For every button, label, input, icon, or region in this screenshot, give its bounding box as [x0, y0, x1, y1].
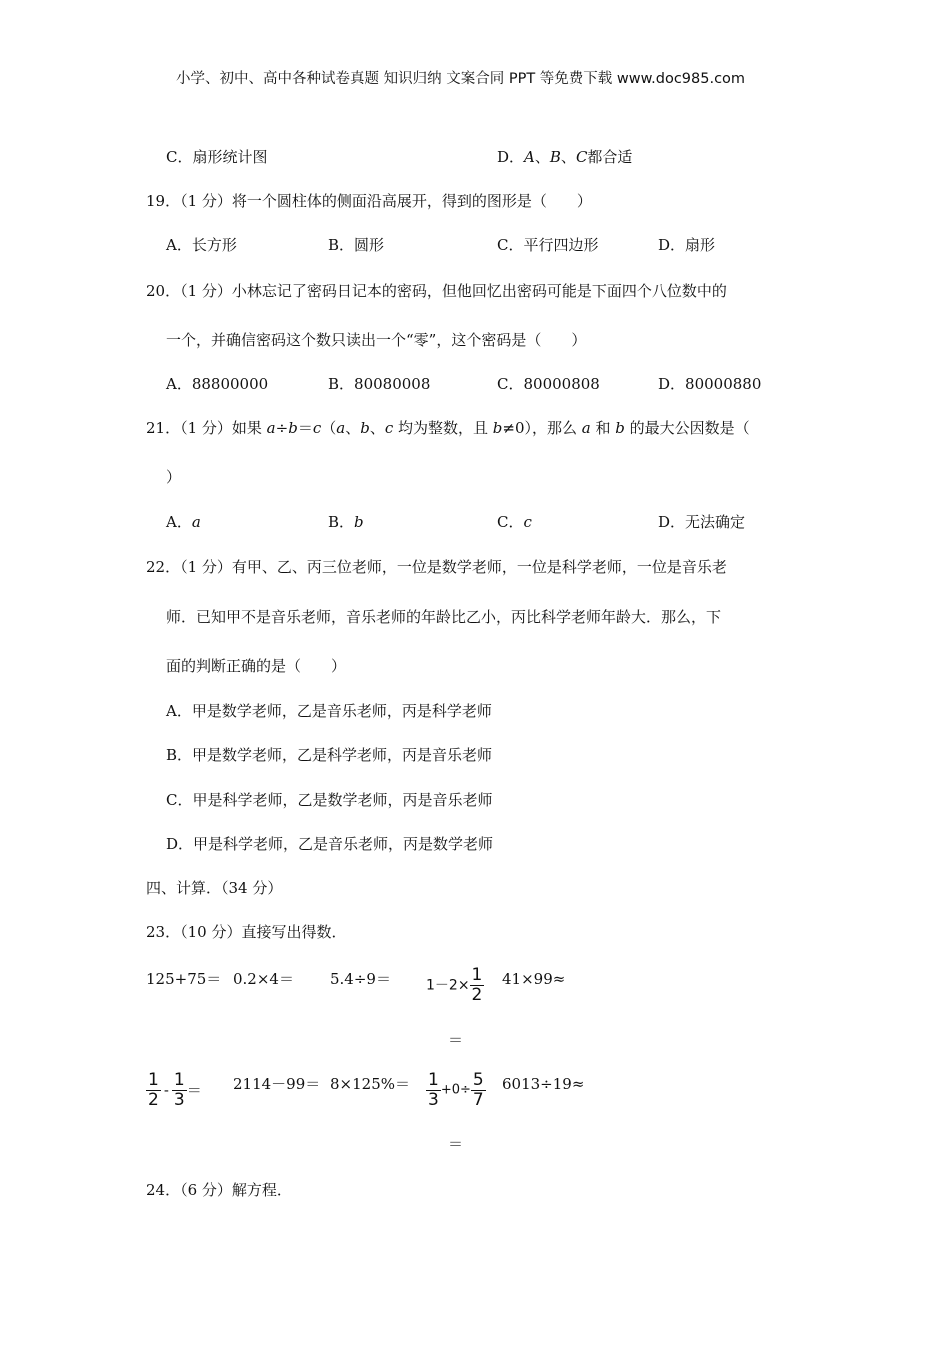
- q23-expr-5: 41×99≈: [502, 970, 566, 988]
- fraction: [471, 1071, 486, 1110]
- q23-expr-7: 2114－99＝: [233, 1075, 321, 1093]
- q22-option-c: C．甲是科学老师，乙是数学老师，丙是音乐老师: [166, 791, 493, 809]
- q21-text: 的最大公因数是（: [624, 419, 750, 437]
- q20-option-b: B．80080008: [328, 375, 431, 393]
- fraction: [470, 966, 485, 1005]
- fraction-denominator: 2: [148, 1090, 159, 1110]
- q21-var: c: [312, 419, 322, 437]
- q21-var: a: [266, 419, 276, 437]
- q23-row2-equals: ＝: [448, 1135, 464, 1153]
- fraction-numerator: 1: [173, 1070, 185, 1090]
- q23-expr-4: [426, 966, 484, 1005]
- q19-option-d: D．扇形: [658, 236, 716, 254]
- q21-option-a-prefix: A．: [166, 513, 192, 531]
- q22-option-a: A．甲是数学老师，乙是音乐老师，丙是科学老师: [166, 702, 492, 720]
- q21-option-d: D．无法确定: [658, 513, 746, 531]
- q20-question-line2: 一个，并确信密码这个数只读出一个“零”，这个密码是（ ）: [166, 331, 587, 349]
- fraction-numerator: 1: [471, 965, 483, 985]
- q21-text: 和: [590, 419, 616, 437]
- fraction: [146, 1071, 161, 1110]
- q22-question-line2: 师．已知甲不是音乐老师，音乐老师的年龄比乙小，丙比科学老师年龄大．那么，下: [166, 608, 722, 626]
- q21-op: ＝: [297, 419, 313, 437]
- q22-question-line1: 22．（1 分）有甲、乙、丙三位老师，一位是数学老师，一位是科学老师，一位是音乐老: [146, 558, 727, 576]
- q18-option-d-sep1: 、: [534, 148, 550, 166]
- q21-question-line1: [146, 418, 750, 438]
- q23-row1-equals: ＝: [448, 1031, 464, 1049]
- q21-text: 、: [345, 419, 361, 437]
- q20-option-c: C．80000808: [497, 375, 600, 393]
- q23-expr-8: 8×125%＝: [330, 1075, 410, 1093]
- section-heading: 四、计算．（34 分）: [146, 879, 283, 897]
- fraction: [172, 1071, 187, 1110]
- q21-option-b-var: b: [354, 513, 364, 531]
- q24-title: 24．（6 分）解方程．: [146, 1181, 292, 1199]
- q23-expr-4-prefix: 1－2×: [426, 977, 470, 994]
- fraction-denominator: 3: [428, 1090, 439, 1110]
- fraction-numerator: 1: [148, 1070, 159, 1090]
- q21-text: 均为整数，且: [393, 419, 493, 437]
- page-header: 小学、初中、高中各种试卷真题 知识归纳 文案合同 PPT 等免费下载 www.doc985.com: [176, 71, 746, 87]
- q22-option-b: B．甲是数学老师，乙是科学老师，丙是音乐老师: [166, 746, 493, 764]
- q18-option-d-a: A: [524, 148, 535, 166]
- equals-sign: ＝: [186, 1081, 202, 1100]
- q23-expr-2: 0.2×4＝: [233, 970, 294, 988]
- q23-expr-9: [426, 1071, 486, 1110]
- q23-expr-6: [146, 1071, 202, 1110]
- q18-option-d: [497, 147, 632, 167]
- q21-option-c-prefix: C．: [497, 513, 524, 531]
- q21-var: c: [384, 419, 394, 437]
- q18-option-d-prefix: D．: [497, 148, 525, 166]
- q21-text: 、: [369, 419, 385, 437]
- q21-text: ≠0），那么: [502, 419, 582, 437]
- q21-text: （: [321, 419, 337, 437]
- q20-question-line1: 20．（1 分）小林忘记了密码日记本的密码，但他回忆出密码可能是下面四个八位数中的: [146, 282, 727, 300]
- fraction-numerator: 5: [472, 1070, 484, 1090]
- q23-expr-3: 5.4÷9＝: [330, 970, 391, 988]
- fraction-denominator: 7: [472, 1090, 484, 1110]
- q21-option-a: [166, 512, 201, 532]
- fraction-numerator: 1: [428, 1070, 439, 1090]
- q21-op: ÷: [275, 419, 289, 437]
- q18-option-d-sep2: 、: [560, 148, 576, 166]
- q21-option-a-var: a: [191, 513, 201, 531]
- q22-option-d: D．甲是科学老师，乙是音乐老师，丙是数学老师: [166, 835, 494, 853]
- q21-option-b-prefix: B．: [328, 513, 355, 531]
- q21-var: b: [615, 419, 625, 437]
- q18-option-d-suffix: 都合适: [587, 148, 633, 166]
- minus-sign: -: [163, 1082, 169, 1099]
- q19-option-b: B．圆形: [328, 236, 385, 254]
- q20-option-a: A．88800000: [166, 375, 269, 393]
- q21-question-line2: ）: [166, 468, 182, 486]
- fraction-denominator: 3: [173, 1090, 185, 1110]
- fraction: [426, 1071, 441, 1110]
- q21-var: b: [360, 419, 370, 437]
- q21-var: a: [336, 419, 346, 437]
- q18-option-c: C．扇形统计图: [166, 148, 268, 166]
- q18-option-d-b: B: [549, 148, 561, 166]
- q23-expr-10: 6013÷19≈: [502, 1075, 585, 1093]
- q21-var: b: [492, 419, 503, 437]
- q23-expr-9-mid: +0÷: [440, 1082, 471, 1098]
- q18-option-d-c: C: [575, 148, 588, 166]
- q21-var: b: [288, 419, 298, 437]
- fraction-denominator: 2: [471, 985, 483, 1005]
- q19-option-c: C．平行四边形: [497, 236, 599, 254]
- q20-option-d: D．80000880: [658, 375, 762, 393]
- q23-title: 23．（10 分）直接写出得数．: [146, 923, 347, 941]
- q22-question-line3: 面的判断正确的是（ ）: [166, 657, 347, 675]
- q21-var: a: [581, 419, 591, 437]
- q21-option-c: [497, 512, 532, 532]
- q21-text: 21．（1 分）如果: [146, 419, 267, 437]
- q19-option-a: A．长方形: [166, 236, 237, 254]
- q21-option-c-var: c: [523, 513, 532, 531]
- q19-question: 19．（1 分）将一个圆柱体的侧面沿高展开，得到的图形是（ ）: [146, 192, 592, 210]
- q23-expr-1: 125+75＝: [146, 970, 222, 988]
- q21-option-b: [328, 512, 364, 532]
